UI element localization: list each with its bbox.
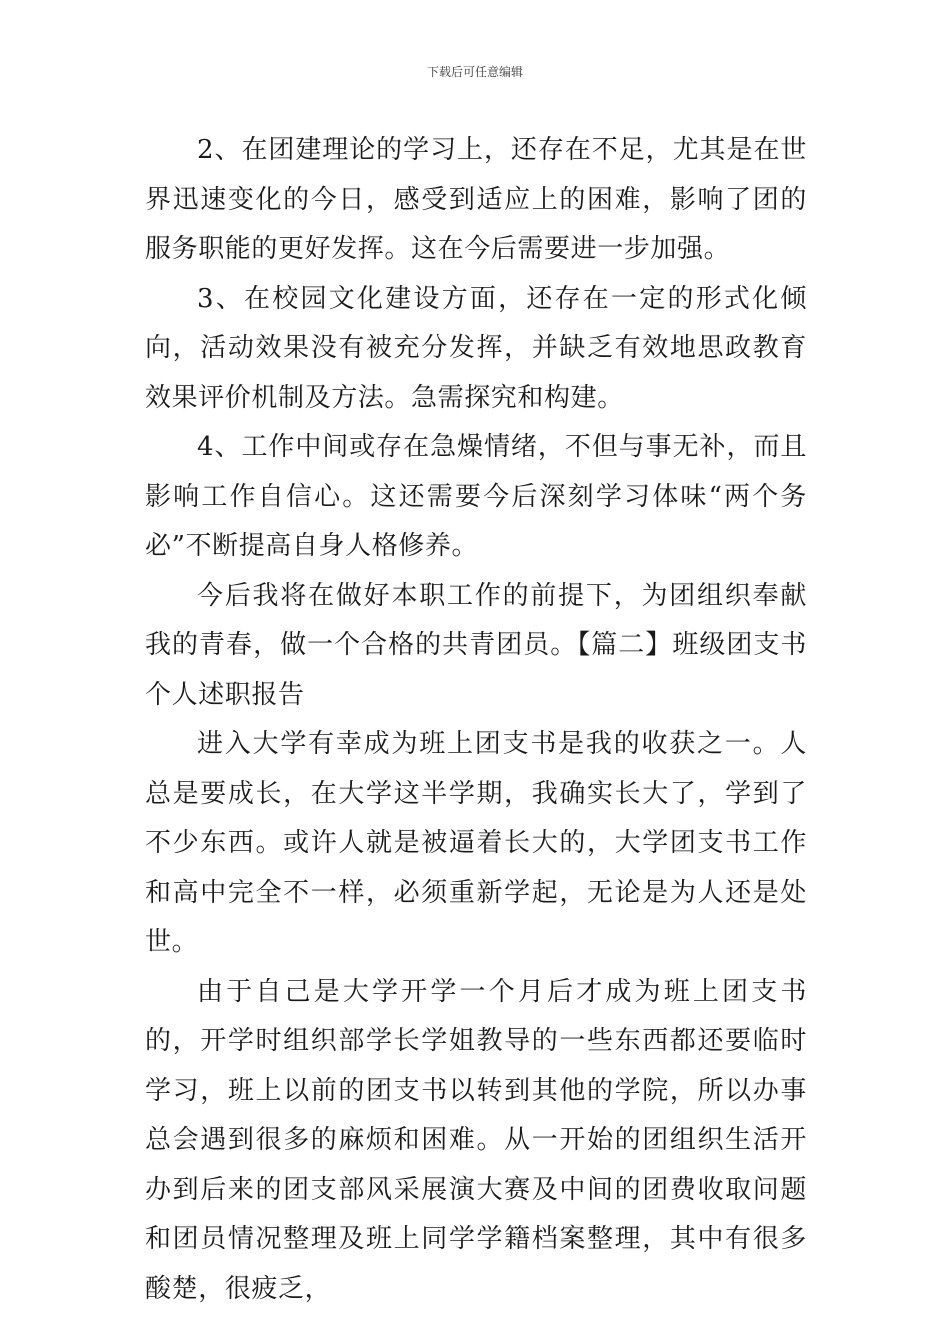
paragraph-intro: 进入大学有幸成为班上团支书是我的收获之一。人总是要成长，在大学这半学期，我确实长大了，学到了不少东西。或许人就是被逼着长大的，大学团支书工作和高中完全不一样，必须重新学起，无论是为人还是处世。 <box>145 729 807 957</box>
paragraph-point-4: 4、工作中间或存在急燥情绪，不但与事无补，而且影响工作自信心。这还需要今后深刻学习体味“两个务必”不断提高自身人格修养。 <box>145 432 807 561</box>
paragraph-point-3: 3、在校园文化建设方面，还存在一定的形式化倾向，活动效果没有被充分发挥，并缺乏有效地思政教育效果评价机制及方法。急需探究和构建。 <box>145 283 807 413</box>
paragraph-point-2: 2、在团建理论的学习上，还存在不足，尤其是在世界迅速变化的今日，感受到适应上的困难，影响了团的服务职能的更好发挥。这在今后需要进一步加强。 <box>145 135 807 264</box>
page-header: 下载后可任意编辑 <box>426 65 523 79</box>
paragraph-conclusion: 今后我将在做好本职工作的前提下，为团组织奉献我的青春，做一个合格的共青团员。【篇二】班级团支书个人述职报告 <box>145 580 807 710</box>
paragraph-experience: 由于自己是大学开学一个月后才成为班上团支书的，开学时组织部学长学姐教导的一些东西都还要临时学习，班上以前的团支书以转到其他的学院，所以办事总会遇到很多的麻烦和困难。从一开始的团组织生活开办到后来的团支部风采展演大赛及中间的团费收取问题和团员情况整理及班上同学学籍档案整理，其中有很多酸楚，很疲乏， <box>145 976 807 1304</box>
document-body <box>145 126 807 1314</box>
